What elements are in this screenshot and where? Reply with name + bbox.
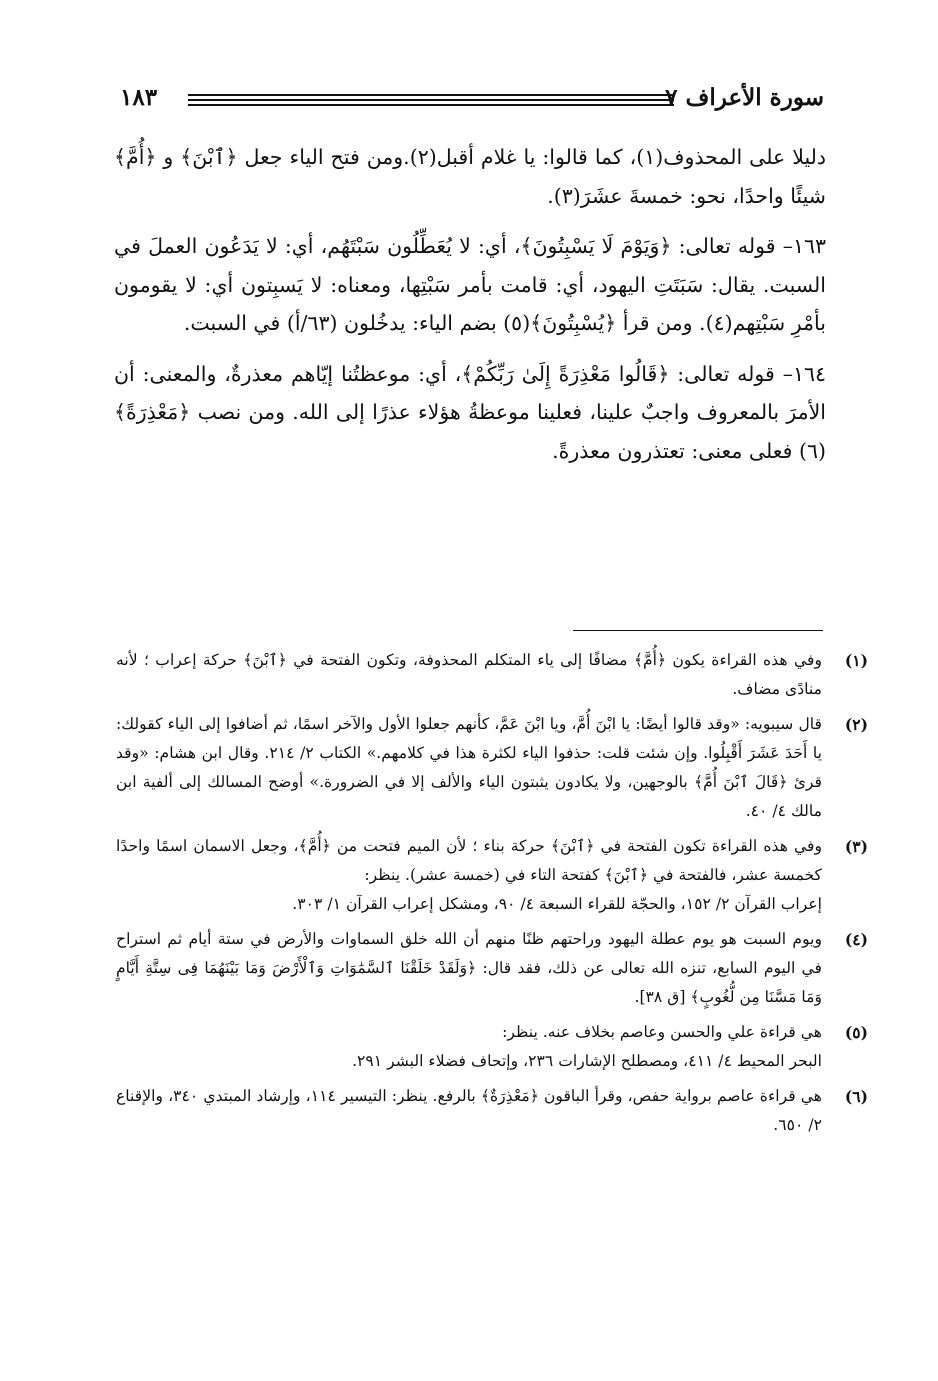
footnote: [116, 1082, 868, 1140]
footnote-text: قال سيبويه: «وقد قالوا أيضًا: يا ابْنَ أُمَّ، ويا ابْنَ عَمَّ، كأنهم جعلوا الأول والآخر اسمًا، ثم أضافوا إلى الياء كقولك: يا أَحَدَ عَشَرَ أَقْبِلُوا. وإن شئت قلت: حذفوا الياء لكثرة هذا في كلامهم.» الكتاب ٢/ ٢١٤. وقال ابن هشام: «وقد قرئ ﴿قَالَ ٱبْنَ أُمَّ﴾ بالوجهين، ولا يكادون يثبتون الياء والألف إلا في الضرورة.» أوضح المسالك إلى ألفية ابن مالك ٤/ ٤٠.: [116, 715, 822, 820]
footnote: [116, 1018, 868, 1076]
footnote-mark: (١): [844, 651, 868, 670]
footnote-mark: (٥): [844, 1023, 868, 1042]
footnote-mark: (٤): [844, 930, 868, 949]
footnote-mark: (٦): [844, 1087, 868, 1106]
footnote: [116, 646, 868, 704]
running-header: [116, 84, 824, 124]
header-rule: [188, 104, 674, 106]
footnote-text: وفي هذه القراءة يكون ﴿أُمَّ﴾ مضافًا إلى ياء المتكلم المحذوفة، وتكون الفتحة في ﴿ٱبْنَ﴾ حركة إعراب ؛ لأنه منادًى مضاف.: [116, 651, 822, 698]
surah-title: سورة الأعراف ٧: [665, 84, 824, 111]
header-rule: [188, 99, 674, 101]
header-rule: [188, 94, 674, 96]
body-paragraph: ١٦٤– قوله تعالى: ﴿قَالُوا مَعْذِرَةً إِلَىٰ رَبِّكُمْ﴾، أي: موعظتُنا إيّاهم معذرةٌ، والمعنى: أن الأمرَ بالمعروف واجبٌ علينا، فعلينا موعظةُ هؤلاء عذرًا إلى الله. ومن نصب ﴿مَعْذِرَةً﴾(٦) فعلى معنى: تعتذرون معذرةً.: [114, 361, 826, 463]
footnote-text: ويوم السبت هو يوم عطلة اليهود وراحتهم ظنًا منهم أن الله خلق السماوات والأرض في ستة أيام ثم استراح في اليوم السابع، تنزه الله تعالى عن ذلك، فقد قال: ﴿وَلَقَدْ خَلَقْنَا ٱلسَّمَٰوَاتِ وَٱلْأَرْضَ وَمَا بَيْنَهُمَا فِى سِتَّةِ أَيَّامٍ وَمَا مَسَّنَا مِن لُّغُوبٍ﴾ [ق ٣٨].: [116, 930, 822, 1006]
footnote-reference: إعراب القرآن ٢/ ١٥٢، والحجّة للقراء السبعة ٤/ ٩٠، ومشكل إعراب القرآن ١/ ٣٠٣.: [292, 895, 822, 913]
footnote-separator: [573, 630, 823, 631]
footnote-text: وفي هذه القراءة تكون الفتحة في ﴿ٱبْنَ﴾ حركة بناء ؛ لأن الميم فتحت من ﴿أُمَّ﴾، وجعل الاسمان اسمًا واحدًا كخمسة عشر، فالفتحة في ﴿ٱبْنَ﴾ كفتحة التاء في (خمسة عشر). ينظر:: [116, 837, 822, 884]
footnote-reference: البحر المحيط ٤/ ٤١١، ومصطلح الإشارات ٢٣٦، وإتحاف فضلاء البشر ٢٩١.: [352, 1052, 822, 1070]
footnote: [116, 710, 868, 826]
footnotes: [116, 646, 868, 1146]
footnote: [116, 832, 868, 919]
body-paragraph: دليلا على المحذوف(١)، كما قالوا: يا غلام أقبل(٢).ومن فتح الياء جعل ﴿ٱبْنَ﴾ و ﴿أُمَّ﴾ شيئًا واحدًا، نحو: خمسةَ عشَرَ(٣).: [114, 145, 827, 208]
body-paragraph: ١٦٣– قوله تعالى: ﴿وَيَوْمَ لَا يَسْبِتُونَ﴾، أي: لا يُعَطِّلُون سَبْتَهُم، أي: لا يَدَعُون العملَ في السبت. يقال: سَبَتَتِ اليهود، أي: قامت بأمر سَبْتِها، ومعناه: لا يَسبِتون أي: لا يقومون بأمْرِ سَبْتِهم(٤). ومن قرأ ﴿يُسْبِتُونَ﴾(٥) بضم الياء: يدخُلون (٦٣/أ) في السبت.: [114, 234, 826, 335]
footnote-mark: (٢): [844, 715, 868, 734]
main-text: [114, 138, 826, 470]
footnote-text: هي قراءة عاصم برواية حفص، وقرأ الباقون ﴿مَعْذِرَةٌ﴾ بالرفع. ينظر: التيسير ١١٤، وإرشاد المبتدي ٣٤٠، والإقناع ٢/ ٦٥٠.: [116, 1087, 822, 1134]
footnote: [116, 925, 868, 1012]
page-number: ١٨٣: [120, 84, 158, 111]
footnote-text: هي قراءة علي والحسن وعاصم بخلاف عنه. ينظر:: [502, 1023, 822, 1041]
footnote-mark: (٣): [844, 837, 868, 856]
